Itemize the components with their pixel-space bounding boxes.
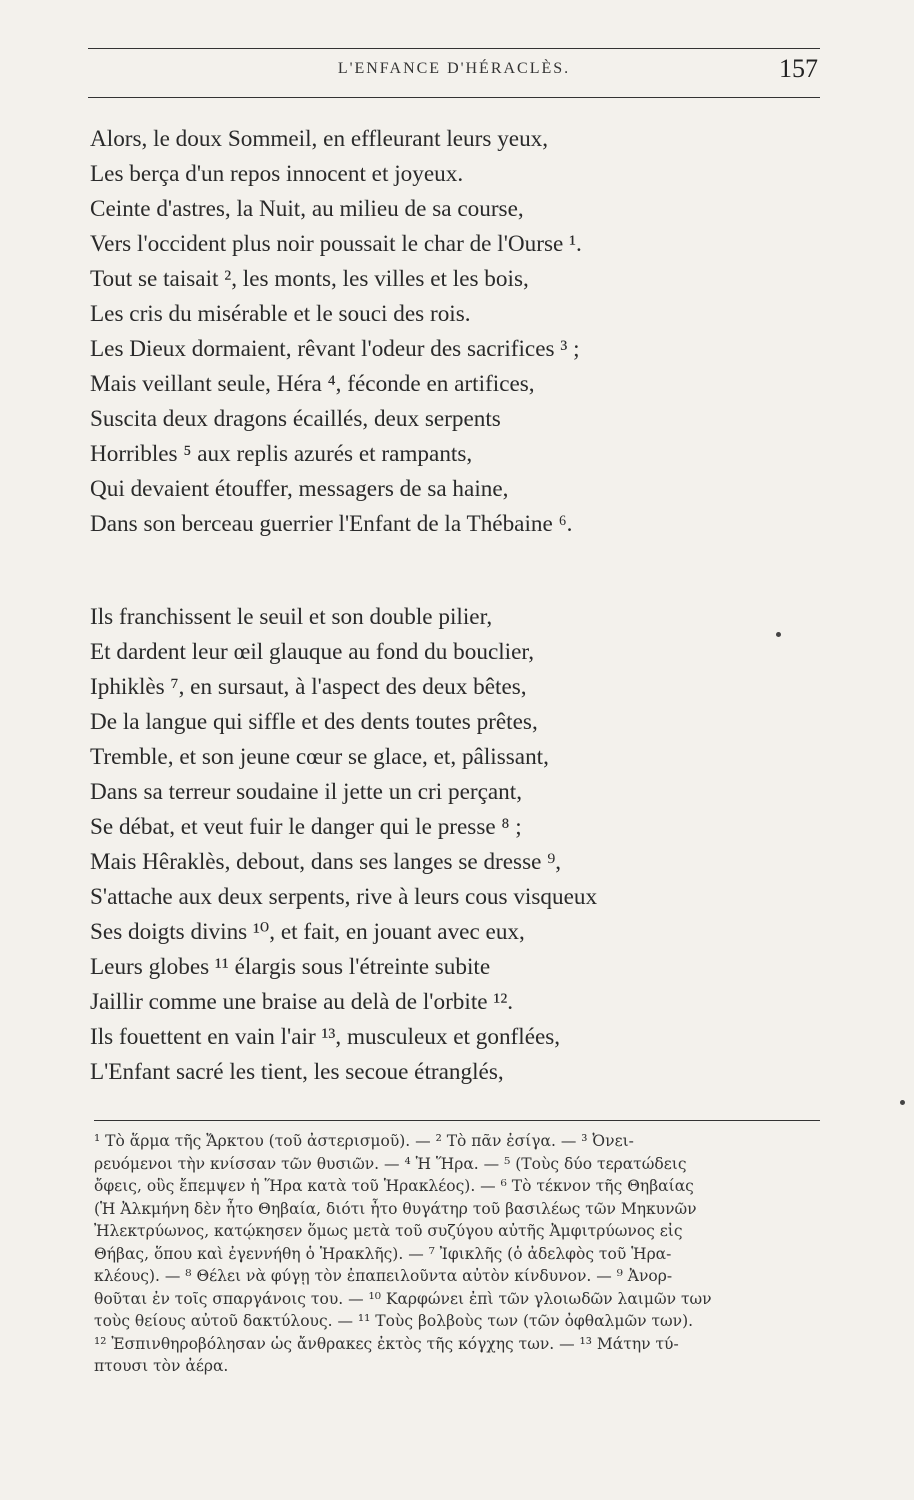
stanza-2 bbox=[90, 600, 830, 1090]
page-number: 157 bbox=[779, 54, 818, 83]
verse-line: Dans sa terreur soudaine il jette un cri perçant, bbox=[90, 779, 523, 805]
footnote-line: πτουσι τὸν ἀέρα. bbox=[94, 1357, 229, 1375]
footnote-line: Θήβας, ὅπου καὶ ἐγεννήθη ὁ Ἡρακλῆς). — ⁷ Ἰφικλῆς (ὁ ἀδελφὸς τοῦ Ἡρα- bbox=[94, 1244, 672, 1263]
top-rule bbox=[88, 48, 820, 49]
verse-line: Les Dieux dormaient, rêvant l'odeur des sacrifices ³ ; bbox=[90, 336, 580, 362]
footnote-rule bbox=[94, 1120, 820, 1121]
footnote-line: θοῦται ἐν τοῖς σπαργάνοις του. — ¹⁰ Καρφώνει ἐπὶ τῶν γλοιωδῶν λαιμῶν των bbox=[94, 1289, 712, 1308]
verse-line: Vers l'occident plus noir poussait le char de l'Ourse ¹. bbox=[90, 231, 582, 257]
verse-line: Horribles ⁵ aux replis azurés et rampants, bbox=[90, 441, 473, 467]
verse-line: Tremble, et son jeune cœur se glace, et, pâlissant, bbox=[90, 744, 549, 770]
verse-line: Les berça d'un repos innocent et joyeux. bbox=[90, 161, 464, 187]
footnote-line: κλέους). — ⁸ Θέλει νὰ φύγῃ τὸν ἐπαπειλοῦντα αὐτὸν κίνδυνον. — ⁹ Ἀνορ- bbox=[94, 1267, 673, 1285]
verse-line: Jaillir comme une braise au delà de l'orbite ¹². bbox=[90, 989, 514, 1015]
footnote-line: (Ἡ Ἀλκμήνη δὲν ἦτο Θηβαία, διότι ἦτο θυγάτηρ τοῦ βασιλέως τῶν Μηκυνῶν bbox=[94, 1199, 697, 1218]
verse-line: Iphiklès ⁷, en sursaut, à l'aspect des deux bêtes, bbox=[90, 674, 527, 700]
verse-line: Ils fouettent en vain l'air ¹³, musculeux et gonflées, bbox=[90, 1024, 561, 1050]
verse-line: Ceinte d'astres, la Nuit, au milieu de sa course, bbox=[90, 196, 524, 222]
running-head bbox=[88, 54, 820, 90]
footnotes bbox=[94, 1130, 834, 1378]
verse-line: Tout se taisait ², les monts, les villes et les bois, bbox=[90, 266, 529, 292]
verse-line: Ils franchissent le seuil et son double pilier, bbox=[90, 604, 493, 630]
paper-speck bbox=[776, 632, 781, 637]
header-rule bbox=[88, 97, 820, 98]
running-title: L'ENFANCE D'HÉRACLÈS. bbox=[337, 60, 571, 77]
verse-line: Mais veillant seule, Héra ⁴, féconde en artifices, bbox=[90, 371, 535, 397]
footnote-line: ὄφεις, οὓς ἔπεμψεν ἡ Ἥρα κατὰ τοῦ Ἡρακλέος). — ⁶ Τὸ τέκνον τῆς Θηβαίας bbox=[94, 1177, 694, 1195]
footnote-line: Ἠλεκτρύωνος, κατῴκησεν ὅμως μετὰ τοῦ συζύγου αὐτῆς Ἀμφιτρύωνος εἰς bbox=[94, 1222, 683, 1240]
verse-line: Alors, le doux Sommeil, en effleurant leurs yeux, bbox=[90, 126, 549, 152]
verse-line: Qui devaient étouffer, messagers de sa haine, bbox=[90, 476, 509, 502]
verse-line: Et dardent leur œil glauque au fond du bouclier, bbox=[90, 639, 535, 665]
verse-line: Ses doigts divins ¹⁰, et fait, en jouant avec eux, bbox=[90, 919, 525, 945]
footnote-line: ¹² Ἐσπινθηροβόλησαν ὡς ἄνθρακες ἐκτὸς τῆς κόγχης των. — ¹³ Μάτην τύ- bbox=[94, 1334, 679, 1353]
footnote-line: ¹ Τὸ ἅρμα τῆς Ἄρκτου (τοῦ ἀστερισμοῦ). — ² Τὸ πᾶν ἐσίγα. — ³ Ὀνει- bbox=[94, 1132, 634, 1150]
verse-line: Suscita deux dragons écaillés, deux serpents bbox=[90, 406, 501, 432]
verse-line: S'attache aux deux serpents, rive à leurs cous visqueux bbox=[90, 884, 598, 910]
footnote-line: ρευόμενοι τὴν κνίσσαν τῶν θυσιῶν. — ⁴ Ἡ Ἥρα. — ⁵ (Τοὺς δύο τερατώδεις bbox=[94, 1154, 687, 1173]
verse-line: Dans son berceau guerrier l'Enfant de la Thébaine ⁶. bbox=[90, 511, 573, 537]
verse-line: Mais Hêraklès, debout, dans ses langes se dresse ⁹, bbox=[90, 849, 562, 875]
verse-line: Se débat, et veut fuir le danger qui le presse ⁸ ; bbox=[90, 814, 522, 840]
verse-line: De la langue qui siffle et des dents toutes prêtes, bbox=[90, 709, 538, 735]
verse-line: L'Enfant sacré les tient, les secoue étranglés, bbox=[90, 1059, 504, 1085]
stanza-1 bbox=[90, 122, 830, 542]
footnote-line: τοὺς θείους αὐτοῦ δακτύλους. — ¹¹ Τοὺς βολβοὺς των (τῶν ὀφθαλμῶν των). bbox=[94, 1312, 694, 1330]
paper-speck bbox=[900, 1100, 905, 1105]
verse-line: Leurs globes ¹¹ élargis sous l'étreinte subite bbox=[90, 954, 491, 980]
verse-line: Les cris du misérable et le souci des rois. bbox=[90, 301, 471, 327]
